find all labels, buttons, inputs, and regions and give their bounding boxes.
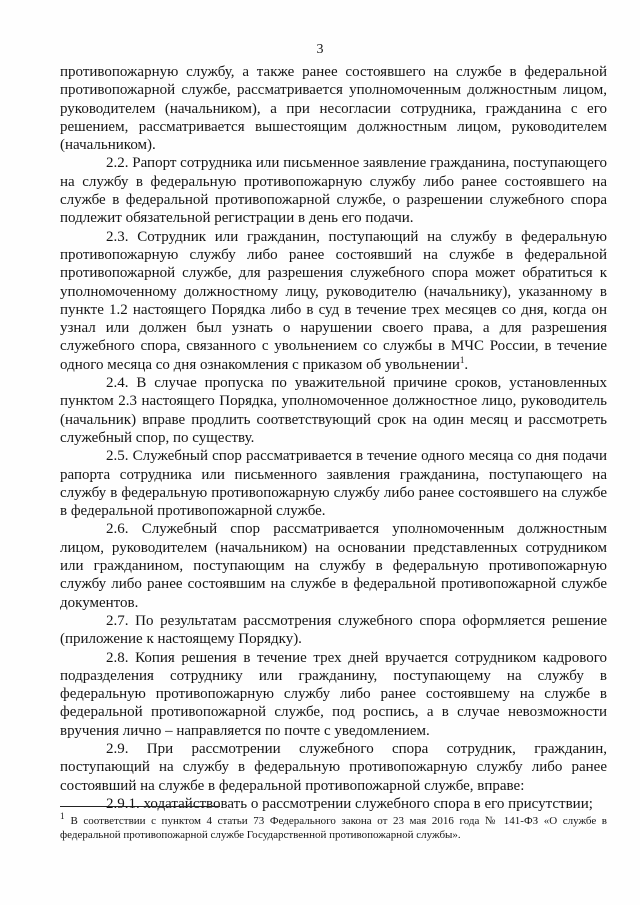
- footnote-mark: 1: [60, 811, 65, 822]
- paragraph-2-9-1: 2.9.1. ходатайствовать о рассмотрении служебного спора в его присутствии;: [106, 795, 593, 812]
- paragraph-continuation: противопожарную службу, а также ранее состоявшего на службе в федеральной противопожарной службе, рассматривается уполномоченным должностным лицом, руководителем (начальником), а при несогласии сотрудника, гражданина с его решением, рассматривается вышестоящим должностным лицом, руководителем (начальником).: [60, 64, 607, 154]
- footnote-reference[interactable]: 1: [459, 354, 465, 365]
- paragraph-2-3-text: 2.3. Сотрудник или гражданин, поступающий на службу в федеральную противопожарную службу либо ранее состоявший на службе в федеральной противопожарной службе, для разрешения служебного спора может обратиться к уполномоченному должностному лицу, руководителю (начальнику), указанному в пункте 1.2 настоящего Порядка либо в суд в течение трех месяцев со дня, когда он узнал или должен был узнать о нарушении своего права, а для разрешения служебного спора, связанного с увольнением со службы в МЧС России, в течение одного месяца со дня ознакомления с приказом об увольнении: [60, 228, 607, 373]
- document-body: [60, 63, 607, 813]
- footnote-text: В соответствии с пунктом 4 статьи 73 Федерального закона от 23 мая 2016 года № 141-ФЗ «О службе в федеральной противопожарной службе Государственной противопожарной службы».: [60, 815, 607, 841]
- paragraph-2-4: 2.4. В случае пропуска по уважительной причине сроков, установленных пунктом 2.3 настоящего Порядка, уполномоченное должностное лицо, руководитель (начальник) вправе продлить соответствующий срок на один месяц и рассмотреть служебный спор, по существу.: [60, 375, 607, 446]
- paragraph-2-2: 2.2. Рапорт сотрудника или письменное заявление гражданина, поступающего на службу в федеральную противопожарную службу либо ранее состоявшего на службе в федеральной противопожарной службе, о разрешении служебного спора подлежит обязательной регистрации в день его подачи.: [60, 155, 608, 227]
- footnote: [60, 811, 607, 842]
- paragraph-2-3: 2.3. Сотрудник или гражданин, поступающий на службу в федеральную противопожарную службу либо ранее состоявший на службе в федеральной противопожарной службе, для разрешения служебного спора может обратиться к уполномоченному должностному лицу, руководителю (начальнику), указанному в пункте 1.2 настоящего Порядка либо в суд в течение трех месяцев со дня, когда он узнал или должен был узнать о нарушении своего права, а для разрешения служебного спора, связанного с увольнением со службы в МЧС России, в течение одного месяца со дня ознакомления с приказом об увольнении$^1$.: [60, 228, 607, 373]
- paragraph-2-9: 2.9. При рассмотрении служебного спора сотрудник, гражданин, поступающий на службу в федеральную противопожарную службу либо ранее состоявший на службе в федеральной противопожарной службе, вправе:: [60, 740, 607, 794]
- paragraph-2-5: 2.5. Служебный спор рассматривается в течение одного месяца со дня подачи рапорта сотрудника или письменного заявления гражданина, поступающего на службу в федеральную противопожарную службу либо ранее состоявшего на службе в федеральной противопожарной службе.: [60, 448, 607, 520]
- paragraph-2-6: 2.6. Служебный спор рассматривается уполномоченным должностным лицом, руководителем (начальником) на основании представленных сотрудником или гражданином, поступающим на службу в федеральную противопожарную службу либо ранее состоявшим на службе в федеральной противопожарной службе документов.: [60, 521, 607, 611]
- page-number: 3: [316, 42, 324, 57]
- paragraph-2-8: 2.8. Копия решения в течение трех дней вручается сотрудником кадрового подразделения сотруднику или гражданину, поступающему на службу в федеральную противопожарную службу либо ранее состоявшему на службе в федеральной противопожарной службе, под роспись, а в случае невозможности вручения лично – направляется по почте с уведомлением.: [60, 649, 607, 739]
- paragraph-2-7: 2.7. По результатам рассмотрения служебного спора оформляется решение (приложение к настоящему Порядку).: [60, 612, 607, 648]
- footnote-divider: [60, 806, 220, 807]
